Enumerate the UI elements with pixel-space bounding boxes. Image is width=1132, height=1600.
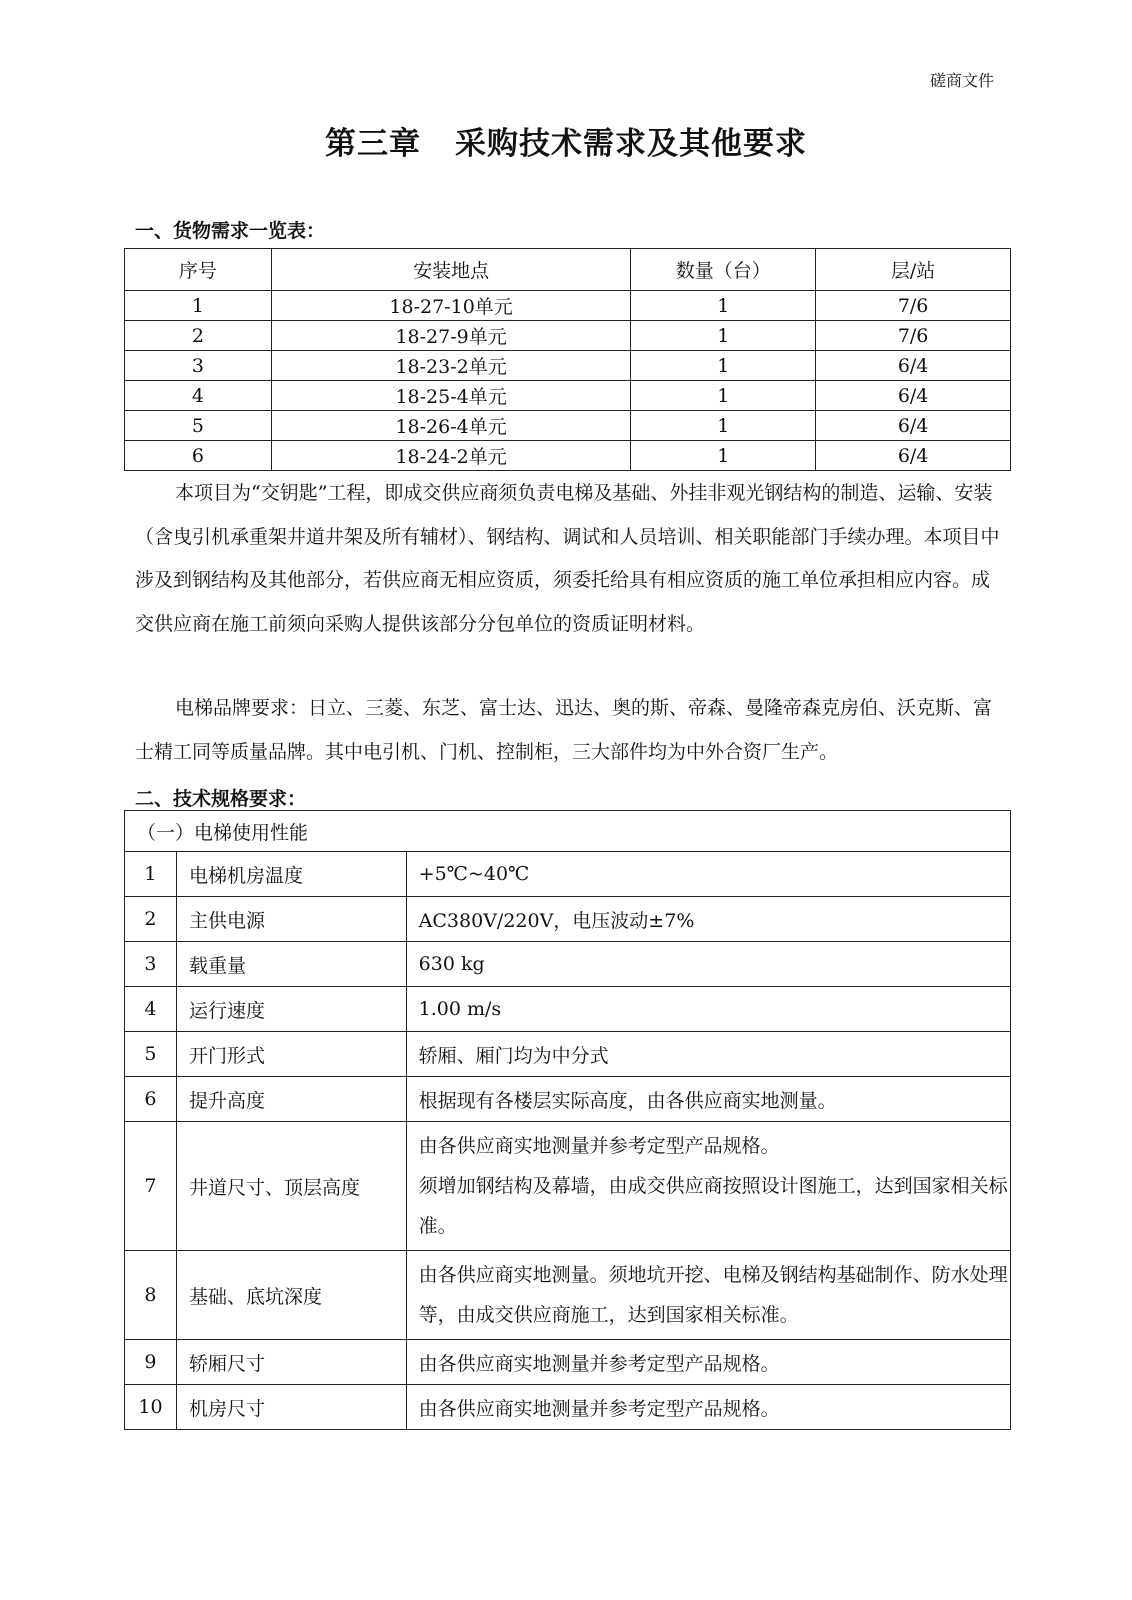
spec-value: 由各供应商实地测量。须地坑开挖、电梯及钢结构基础制作、防水处理等，由成交供应商施工，达到国家相关标准。 (406, 1251, 1010, 1340)
chapter-number: 第三章 (325, 126, 421, 162)
spec-item: 开门形式 (176, 1032, 406, 1077)
spec-item: 主供电源 (176, 897, 406, 942)
spec-number: 5 (125, 1032, 177, 1077)
technical-spec-table (124, 810, 1011, 1430)
spec-row (125, 987, 1011, 1032)
spec-item: 运行速度 (176, 987, 406, 1032)
goods-requirement-table (124, 248, 1011, 471)
chapter-title (0, 118, 1132, 163)
table-header-row (125, 249, 1011, 291)
chapter-name: 采购技术需求及其他要求 (455, 126, 807, 162)
spec-row (125, 1077, 1011, 1122)
spec-number: 6 (125, 1077, 177, 1122)
floors-stops: 6/4 (816, 351, 1011, 381)
spec-item: 载重量 (176, 942, 406, 987)
floors-stops: 6/4 (816, 381, 1011, 411)
install-location: 18-26-4单元 (271, 411, 631, 441)
spec-row (125, 1340, 1011, 1385)
table-row (125, 411, 1011, 441)
spec-value: AC380V/220V，电压波动±7% (406, 897, 1010, 942)
section-heading-goods: 一、货物需求一览表： (135, 220, 326, 242)
spec-item: 轿厢尺寸 (176, 1340, 406, 1385)
quantity: 1 (631, 321, 816, 351)
spec-value: +5℃~40℃ (406, 852, 1010, 897)
spec-item: 机房尺寸 (176, 1385, 406, 1430)
row-number: 1 (125, 291, 272, 321)
project-scope-paragraph (135, 472, 1005, 646)
quantity: 1 (631, 291, 816, 321)
table-row (125, 351, 1011, 381)
install-location: 18-25-4单元 (271, 381, 631, 411)
row-number: 3 (125, 351, 272, 381)
header-cell: 层/站 (816, 249, 1011, 291)
header-cell: 数量（台） (631, 249, 816, 291)
spec-value-line: 由各供应商实地测量并参考定型产品规格。 (418, 1135, 780, 1157)
spec-item: 井道尺寸、顶层高度 (176, 1122, 406, 1251)
table-row (125, 441, 1011, 471)
spec-value (406, 1122, 1010, 1251)
spec-value: 1.00 m/s (406, 987, 1010, 1032)
quantity: 1 (631, 381, 816, 411)
document-type-note: 磋商文件 (929, 71, 994, 90)
spec-row (125, 1122, 1011, 1251)
spec-group-row (125, 811, 1011, 852)
floors-stops: 6/4 (816, 441, 1011, 471)
header-cell: 安装地点 (271, 249, 631, 291)
row-number: 4 (125, 381, 272, 411)
table-row (125, 291, 1011, 321)
table-row (125, 381, 1011, 411)
spec-item: 提升高度 (176, 1077, 406, 1122)
spec-item: 电梯机房温度 (176, 852, 406, 897)
quantity: 1 (631, 441, 816, 471)
row-number: 2 (125, 321, 272, 351)
quantity: 1 (631, 351, 816, 381)
install-location: 18-27-9单元 (271, 321, 631, 351)
spec-row (125, 852, 1011, 897)
spec-number: 9 (125, 1340, 177, 1385)
spec-row (125, 1385, 1011, 1430)
floors-stops: 7/6 (816, 321, 1011, 351)
spec-row (125, 897, 1011, 942)
spec-row (125, 1032, 1011, 1077)
spec-number: 4 (125, 987, 177, 1032)
spec-value: 由各供应商实地测量并参考定型产品规格。 (406, 1340, 1010, 1385)
install-location: 18-27-10单元 (271, 291, 631, 321)
section-heading-specs: 二、技术规格要求： (135, 788, 307, 810)
spec-number: 7 (125, 1122, 177, 1251)
spec-item: 基础、底坑深度 (176, 1251, 406, 1340)
spec-row (125, 942, 1011, 987)
spec-value: 630 kg (406, 942, 1010, 987)
spec-value: 根据现有各楼层实际高度，由各供应商实地测量。 (406, 1077, 1010, 1122)
header-cell: 序号 (125, 249, 272, 291)
install-location: 18-24-2单元 (271, 441, 631, 471)
project-scope-text: 本项目为“交钥匙”工程，即成交供应商须负责电梯及基础、外挂非观光钢结构的制造、运输、安装（含曳引机承重架井道井架及所有辅材）、钢结构、调试和人员培训、相关职能部门手续办理。本项目中涉及到钢结构及其他部分，若供应商无相应资质，须委托给具有相应资质的施工单位承担相应内容。成交供应商在施工前须向采购人提供该部分分包单位的资质证明材料。 (135, 482, 1000, 635)
spec-group-title: （一）电梯使用性能 (125, 811, 1011, 852)
spec-row (125, 1251, 1011, 1340)
spec-value: 由各供应商实地测量并参考定型产品规格。 (406, 1385, 1010, 1430)
spec-number: 10 (125, 1385, 177, 1430)
spec-number: 3 (125, 942, 177, 987)
row-number: 6 (125, 441, 272, 471)
install-location: 18-23-2单元 (271, 351, 631, 381)
brand-requirement-text: 电梯品牌要求：日立、三菱、东芝、富士达、迅达、奥的斯、帝森、曼隆帝森克房伯、沃克斯、富士精工同等质量品牌。其中电引机、门机、控制柜，三大部件均为中外合资厂生产。 (135, 697, 993, 763)
spec-value-line: 须增加钢结构及幕墙，由成交供应商按照设计图施工，达到国家相关标准。 (418, 1175, 1008, 1237)
floors-stops: 6/4 (816, 411, 1011, 441)
spec-number: 8 (125, 1251, 177, 1340)
spec-value: 轿厢、厢门均为中分式 (406, 1032, 1010, 1077)
table-row (125, 321, 1011, 351)
spec-number: 1 (125, 852, 177, 897)
row-number: 5 (125, 411, 272, 441)
brand-requirement-paragraph (135, 687, 1005, 774)
quantity: 1 (631, 411, 816, 441)
floors-stops: 7/6 (816, 291, 1011, 321)
spec-number: 2 (125, 897, 177, 942)
